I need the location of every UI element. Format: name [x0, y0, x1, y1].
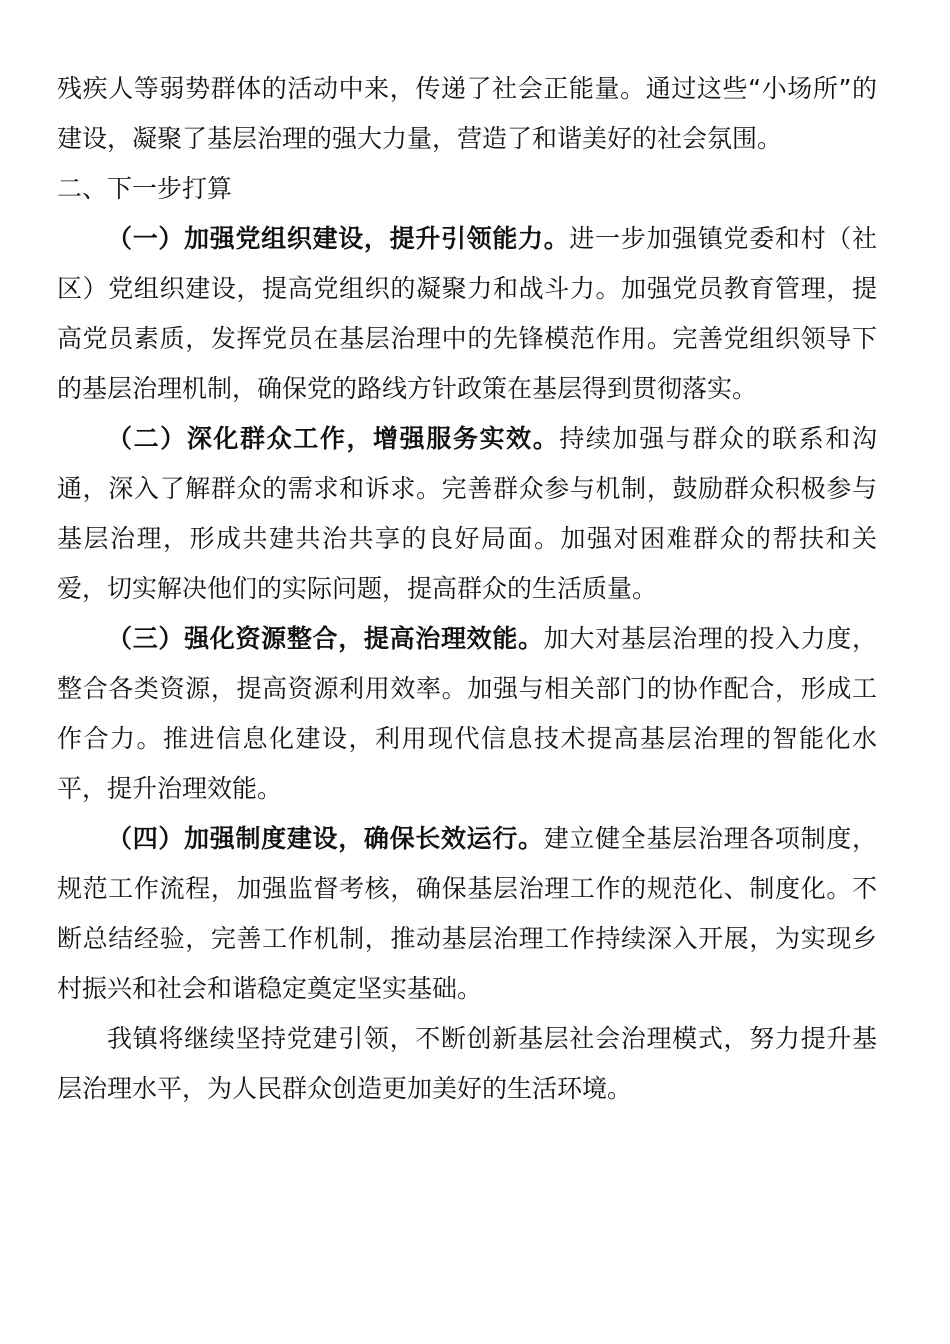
item-2-text: 持续加强与群众的联系和沟通，深入了解群众的需求和诉求。完善群众参与机制，鼓励群众积极参与基层治理，形成共建共治共享的良好局面。加强对困难群众的帮扶和关爱，切实解决他们的实际问题，提高群众的生活质量。 — [57, 424, 877, 603]
paragraph-item-1 — [57, 214, 877, 414]
document-page — [57, 64, 877, 1114]
paragraph-text: 残疾人等弱势群体的活动中来，传递了社会正能量。通过这些“小场所”的建设，凝聚了基层治理的强大力量，营造了和谐美好的社会氛围。 — [57, 74, 877, 153]
paragraph-continuation — [57, 64, 877, 164]
item-4-text: 建立健全基层治理各项制度，规范工作流程，加强监督考核，确保基层治理工作的规范化、制度化。不断总结经验，完善工作机制，推动基层治理工作持续深入开展，为实现乡村振兴和社会和谐稳定奠定坚实基础。 — [57, 824, 877, 1003]
section-heading-text: 二、下一步打算 — [57, 174, 233, 203]
item-3-text: 加大对基层治理的投入力度，整合各类资源，提高资源利用效率。加强与相关部门的协作配合，形成工作合力。推进信息化建设，利用现代信息技术提高基层治理的智能化水平，提升治理效能。 — [57, 624, 877, 803]
item-2-lead: （二）深化群众工作，增强服务实效。 — [107, 424, 560, 453]
item-1-lead: （一）加强党组织建设，提升引领能力。 — [107, 224, 570, 253]
paragraph-item-4 — [57, 814, 877, 1014]
section-heading — [57, 164, 877, 214]
paragraph-item-3 — [57, 614, 877, 814]
item-4-lead: （四）加强制度建设，确保长效运行。 — [107, 824, 544, 853]
item-1-text: 进一步加强镇党委和村（社区）党组织建设，提高党组织的凝聚力和战斗力。加强党员教育管理，提高党员素质，发挥党员在基层治理中的先锋模范作用。完善党组织领导下的基层治理机制，确保党的路线方针政策在基层得到贯彻落实。 — [57, 224, 877, 403]
paragraph-closing — [57, 1014, 877, 1114]
closing-text: 我镇将继续坚持党建引领，不断创新基层社会治理模式，努力提升基层治理水平，为人民群众创造更加美好的生活环境。 — [57, 1024, 877, 1103]
item-3-lead: （三）强化资源整合，提高治理效能。 — [107, 624, 544, 653]
paragraph-item-2 — [57, 414, 877, 614]
